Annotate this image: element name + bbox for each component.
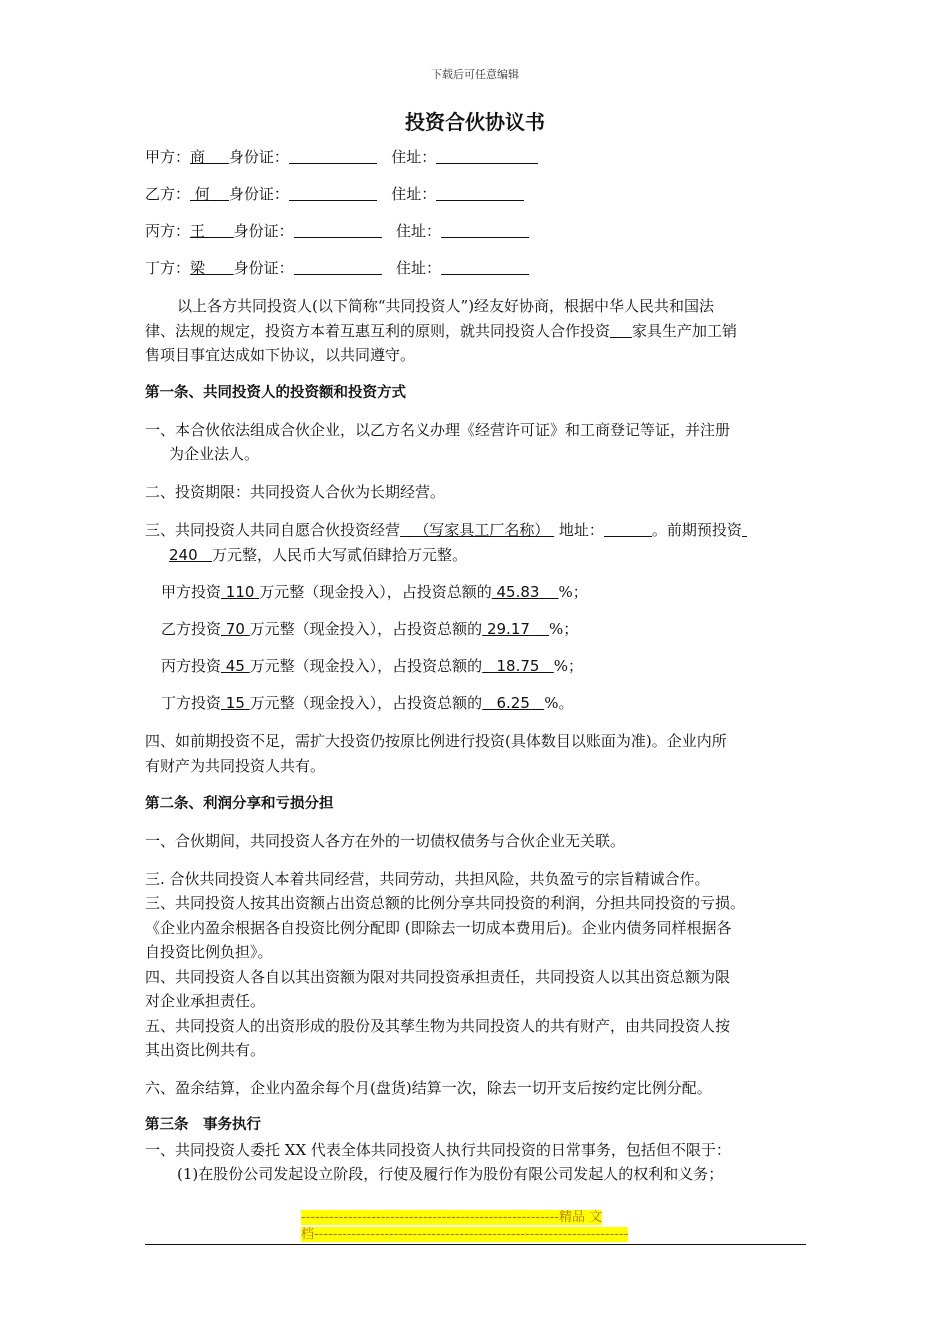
address-blank [441, 259, 529, 275]
address-blank [604, 521, 652, 537]
party-label: 乙方： [145, 185, 191, 203]
party-row [145, 221, 529, 241]
clause-line: 一、共同投资人委托 XX 代表全体共同投资人执行共同投资的日常事务，包括但不限于： [145, 1141, 731, 1159]
investment-row: 丁方投资 15 万元整（现金投入），占投资总额的 6.25 %。 [161, 694, 574, 712]
party-name: 梁 [190, 259, 206, 277]
preamble-line: 律、法规的规定，投资方本着互惠互利的原则，就共同投资人合作投资 家具生产加工销 [145, 322, 738, 340]
investment-row: 乙方投资 70 万元整（现金投入），占投资总额的 29.17 %； [161, 620, 579, 638]
article-2-heading: 第二条、利润分享和亏损分担 [145, 796, 334, 812]
address-label: 住址： [395, 222, 441, 240]
footer-rule [145, 1244, 806, 1245]
address-label: 住址： [395, 259, 441, 277]
total-amount: 240 [169, 546, 198, 564]
id-blank [294, 222, 382, 238]
article-3-heading: 第三条 事务执行 [145, 1117, 261, 1133]
party-name: 何 [194, 185, 210, 203]
clause-line: 对企业承担责任。 [145, 992, 266, 1010]
address-label: 住址： [391, 185, 437, 203]
clause-line: 《企业内盈余根据各自投资比例分配即 (即除去一切成本费用后)。企业内债务同样根据各 [145, 919, 732, 937]
clause-line: 六、盈余结算，企业内盈余每个月(盘货)结算一次，除去一切开支后按约定比例分配。 [145, 1079, 712, 1097]
clause-line: 三. 合伙共同投资人本着共同经营，共同劳动，共担风险，共负盈亏的宗旨精诚合作。 [145, 870, 710, 888]
party-name: 商 [190, 148, 206, 166]
address-blank [436, 185, 524, 201]
party-label: 丙方： [145, 222, 191, 240]
party-label: 甲方： [145, 148, 191, 166]
article-1-heading: 第一条、共同投资人的投资额和投资方式 [145, 385, 406, 401]
clause-line: (1)在股份公司发起设立阶段，行使及履行作为股份有限公司发起人的权利和义务； [177, 1165, 724, 1183]
address-label: 住址： [391, 148, 437, 166]
clause-line: 三、共同投资人按其出资额占出资总额的比例分享共同投资的利润，分担共同投资的亏损。 [145, 894, 746, 912]
clause-line: 为企业法人。 [169, 445, 260, 463]
clause-line: 其出资比例共有。 [145, 1041, 266, 1059]
party-name: 王 [190, 222, 206, 240]
footer-watermark-line: -------------------------------------------------------精品 文 [301, 1210, 603, 1225]
clause-line: 四、共同投资人各自以其出资额为限对共同投资承担责任，共同投资人以其出资总额为限 [145, 968, 731, 986]
footer-watermark-line: 档------------------------------------------------------------------- [301, 1227, 629, 1242]
document-title: 投资合伙协议书 [405, 110, 545, 134]
id-label: 身份证： [228, 185, 289, 203]
id-blank [294, 259, 382, 275]
clause-line: 自投资比例负担》。 [145, 943, 273, 961]
clause-line: 一、本合伙依法组成合伙企业，以乙方名义办理《经营许可证》和工商登记等证，并注册 [145, 421, 731, 439]
address-blank [441, 222, 529, 238]
clause-line: 一、合伙期间，共同投资人各方在外的一切债权债务与合伙企业无关联。 [145, 832, 626, 850]
party-row [145, 258, 529, 278]
product-blank [610, 322, 632, 338]
clause-line: 四、如前期投资不足，需扩大投资仍按原比例进行投资(具体数目以账面为准)。企业内所 [145, 732, 727, 750]
clause-line: 二、投资期限：共同投资人合伙为长期经营。 [145, 483, 446, 501]
investment-row: 丙方投资 45 万元整（现金投入），占投资总额的 18.75 %； [161, 657, 584, 675]
id-label: 身份证： [233, 259, 294, 277]
clause-line: 三、共同投资人共同自愿合伙投资经营 （写家具工厂名称） 地址： 。前期预投资 [145, 520, 747, 540]
id-label: 身份证： [228, 148, 289, 166]
clause-line: 240 万元整，人民币大写贰佰肆拾万元整。 [169, 546, 467, 564]
header-note: 下载后可任意编辑 [431, 68, 519, 81]
party-row [145, 184, 524, 204]
investment-row: 甲方投资 110 万元整（现金投入），占投资总额的 45.83 %； [161, 583, 588, 601]
party-label: 丁方： [145, 259, 191, 277]
party-row [145, 147, 538, 167]
preamble-line: 以上各方共同投资人(以下简称“共同投资人”)经友好协商，根据中华人民共和国法 [177, 297, 715, 315]
id-label: 身份证： [233, 222, 294, 240]
clause-line: 有财产为共同投资人共有。 [145, 757, 326, 775]
clause-line: 五、共同投资人的出资形成的股份及其孳生物为共同投资人的共有财产，由共同投资人按 [145, 1017, 731, 1035]
id-blank [289, 148, 377, 164]
address-blank [436, 148, 538, 164]
preamble-line: 售项目事宜达成如下协议，以共同遵守。 [145, 346, 416, 364]
id-blank [289, 185, 377, 201]
factory-name-field: （写家具工厂名称） [414, 521, 550, 539]
